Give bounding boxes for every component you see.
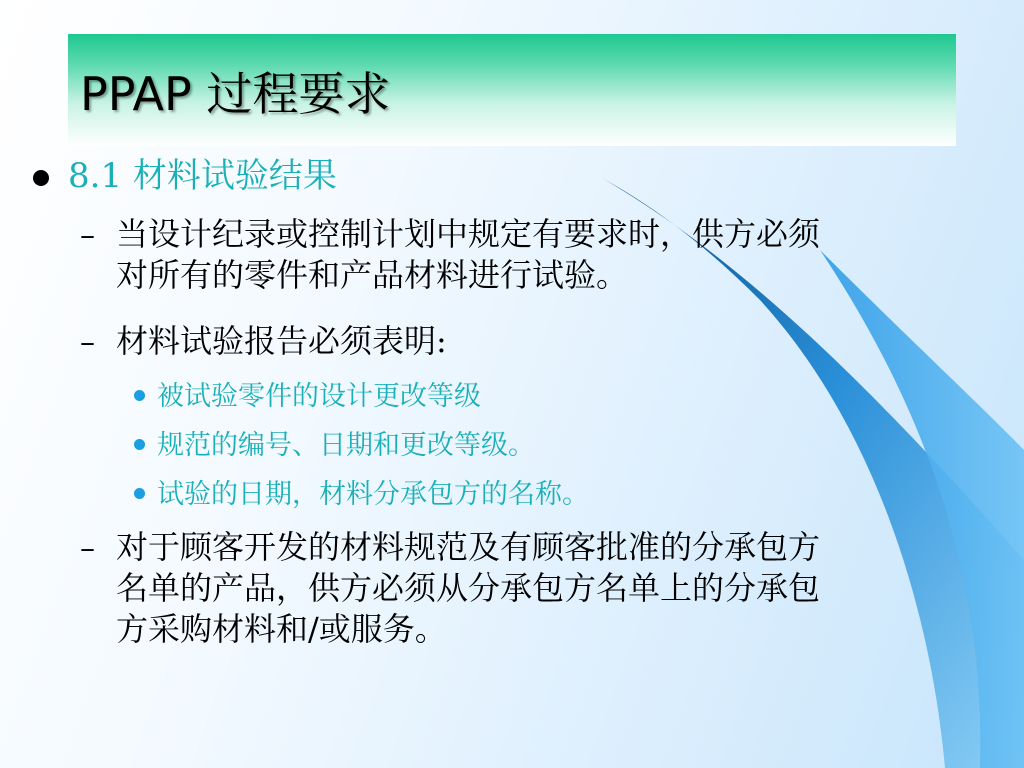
point-3-line-3: 方采购材料和/或服务。: [116, 610, 447, 648]
dash-icon: –: [80, 325, 95, 360]
point-1-line-2: 对所有的零件和产品材料进行试验。: [116, 256, 629, 294]
point-3-line-2: 名单的产品，供方必须从分承包方名单上的分承包: [116, 569, 821, 607]
point-3-line-1: 对于顾客开发的材料规范及有顾客批准的分承包方: [116, 528, 821, 566]
subpoint-3: 试验的日期，材料分承包方的名称。: [157, 479, 589, 510]
point-2-line-1: 材料试验报告必须表明:: [116, 322, 447, 360]
point-1: [116, 214, 996, 296]
subpoint-1: 被试验零件的设计更改等级: [157, 381, 481, 412]
slide-title: PPAP 过程要求: [80, 67, 391, 121]
section-heading: 8.1 材料试验结果: [68, 156, 337, 196]
dash-icon: –: [80, 218, 95, 253]
point-1-line-1: 当设计纪录或控制计划中规定有要求时，供方必须: [116, 215, 821, 253]
sub-bullet-icon: [134, 488, 145, 499]
subpoint-2: 规范的编号、日期和更改等级。: [157, 430, 535, 461]
point-3: [116, 527, 996, 650]
sub-bullet-icon: [134, 390, 145, 401]
bullet-dot-icon: [33, 170, 49, 186]
sub-bullet-icon: [134, 439, 145, 450]
dash-icon: –: [80, 531, 95, 566]
point-2: [116, 321, 996, 362]
